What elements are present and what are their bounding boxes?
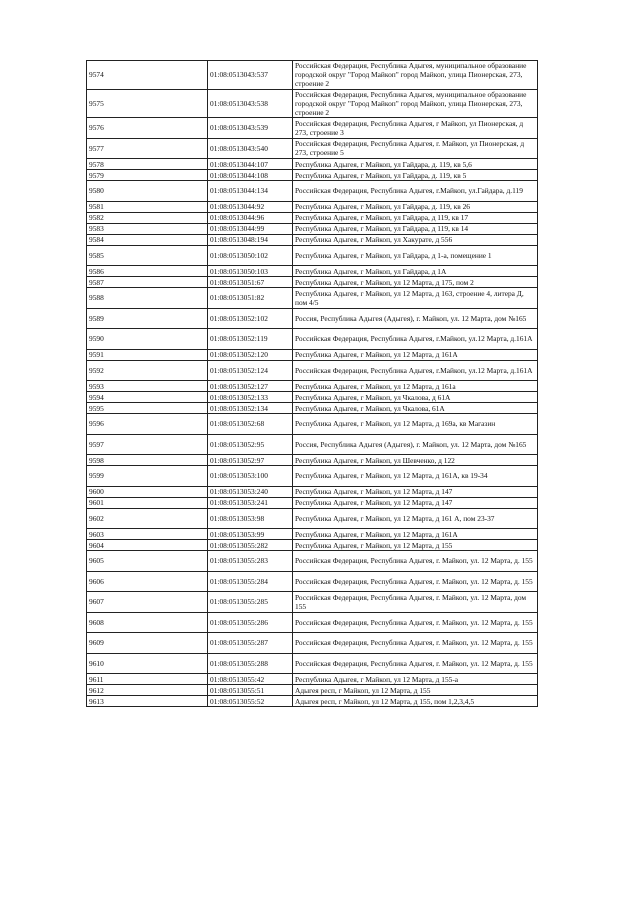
- cadastral-number: 01:08:0513050:103: [208, 266, 293, 277]
- address-cell: Республика Адыгея, г Майкоп, ул 12 Марта, д 155-а: [293, 674, 538, 685]
- cadastral-number: 01:08:0513055:282: [208, 540, 293, 551]
- cadastral-number: 01:08:0513053:99: [208, 529, 293, 540]
- row-number: 9604: [87, 540, 208, 551]
- address-cell: Республика Адыгея, г Майкоп, ул 12 Марта, д 147: [293, 486, 538, 497]
- row-number: 9603: [87, 529, 208, 540]
- row-number: 9599: [87, 466, 208, 487]
- table-row: [87, 392, 538, 403]
- table-row: [87, 434, 538, 455]
- address-cell: Республика Адыгея, г Майкоп, ул 12 Марта, д 161А: [293, 349, 538, 360]
- table-row: [87, 266, 538, 277]
- row-number: 9592: [87, 360, 208, 381]
- table-row: [87, 308, 538, 329]
- table-row: [87, 403, 538, 414]
- address-cell: Российская Федерация, Республика Адыгея, г.Майкоп, ул.12 Марта, д.161А: [293, 329, 538, 350]
- table-row: [87, 288, 538, 309]
- register-table-body: [87, 61, 538, 707]
- table-row: [87, 181, 538, 202]
- cadastral-number: 01:08:0513051:82: [208, 288, 293, 309]
- table-row: [87, 201, 538, 212]
- cadastral-number: 01:08:0513044:107: [208, 159, 293, 170]
- table-row: [87, 329, 538, 350]
- cadastral-number: 01:08:0513043:539: [208, 118, 293, 139]
- address-cell: Адыгея респ, г Майкоп, ул 12 Марта, д 155, пом 1,2,3,4,5: [293, 696, 538, 707]
- row-number: 9602: [87, 508, 208, 529]
- address-cell: Российская Федерация, Республика Адыгея, г. Майкоп, ул. 12 Марта, д. 155: [293, 571, 538, 592]
- address-cell: Российская Федерация, Республика Адыгея, г.Майкоп, ул.12 Марта, д.161А: [293, 360, 538, 381]
- cadastral-number: 01:08:0513043:540: [208, 138, 293, 159]
- cadastral-number: 01:08:0513055:42: [208, 674, 293, 685]
- address-cell: Республика Адыгея, г Майкоп, ул Гайдара, д 1-а, помещение 1: [293, 245, 538, 266]
- cadastral-number: 01:08:0513050:102: [208, 245, 293, 266]
- cadastral-number: 01:08:0513055:288: [208, 653, 293, 674]
- table-row: [87, 349, 538, 360]
- row-number: 9598: [87, 455, 208, 466]
- table-row: [87, 223, 538, 234]
- address-cell: Российская Федерация, Республика Адыгея, муниципальное образование городской округ "Город Майкоп" город Майкоп, улица Пионерская, 273, строение 2: [293, 61, 538, 90]
- cadastral-number: 01:08:0513052:97: [208, 455, 293, 466]
- address-cell: Российская Федерация, Республика Адыгея, муниципальное образование городской округ "Город Майкоп" город Майкоп, улица Пионерская, 273, строение 2: [293, 89, 538, 118]
- row-number: 9609: [87, 633, 208, 654]
- cadastral-number: 01:08:0513044:134: [208, 181, 293, 202]
- address-cell: Республика Адыгея, г Майкоп, ул Гайдара, д. 119, кв 5: [293, 170, 538, 181]
- row-number: 9583: [87, 223, 208, 234]
- table-row: [87, 571, 538, 592]
- address-cell: Республика Адыгея, г Майкоп, ул 12 Марта, д 161 А, пом 23-37: [293, 508, 538, 529]
- row-number: 9611: [87, 674, 208, 685]
- cadastral-number: 01:08:0513052:102: [208, 308, 293, 329]
- row-number: 9585: [87, 245, 208, 266]
- table-row: [87, 633, 538, 654]
- row-number: 9608: [87, 612, 208, 633]
- row-number: 9580: [87, 181, 208, 202]
- address-cell: Российская Федерация, Республика Адыгея, г. Майкоп, ул. 12 Марта, д. 155: [293, 612, 538, 633]
- row-number: 9574: [87, 61, 208, 90]
- row-number: 9594: [87, 392, 208, 403]
- address-cell: Российская Федерация, Республика Адыгея, г. Майкоп, ул. 12 Марта, д. 155: [293, 633, 538, 654]
- cadastral-number: 01:08:0513044:108: [208, 170, 293, 181]
- row-number: 9586: [87, 266, 208, 277]
- cadastral-number: 01:08:0513053:100: [208, 466, 293, 487]
- cadastral-number: 01:08:0513048:194: [208, 234, 293, 245]
- cadastral-number: 01:08:0513052:124: [208, 360, 293, 381]
- table-row: [87, 696, 538, 707]
- row-number: 9584: [87, 234, 208, 245]
- address-cell: Республика Адыгея, г Майкоп, ул Гайдара, д 119, кв 17: [293, 212, 538, 223]
- cadastral-number: 01:08:0513044:92: [208, 201, 293, 212]
- address-cell: Республика Адыгея, г Майкоп, ул Шевченко, д 122: [293, 455, 538, 466]
- address-cell: Российская Федерация, Республика Адыгея, г. Майкоп, ул Пионерская, д 273, строение 5: [293, 138, 538, 159]
- address-cell: Российская Федерация, Республика Адыгея, г. Майкоп, ул. 12 Марта, дом 155: [293, 592, 538, 613]
- table-row: [87, 674, 538, 685]
- table-row: [87, 455, 538, 466]
- row-number: 9612: [87, 685, 208, 696]
- row-number: 9589: [87, 308, 208, 329]
- cadastral-number: 01:08:0513055:287: [208, 633, 293, 654]
- row-number: 9597: [87, 434, 208, 455]
- cadastral-number: 01:08:0513053:98: [208, 508, 293, 529]
- table-row: [87, 245, 538, 266]
- table-row: [87, 381, 538, 392]
- register-table: [86, 60, 538, 707]
- row-number: 9591: [87, 349, 208, 360]
- cadastral-number: 01:08:0513044:99: [208, 223, 293, 234]
- address-cell: Российская Федерация, Республика Адыгея, г.Майкоп, ул.Гайдара, д.119: [293, 181, 538, 202]
- row-number: 9610: [87, 653, 208, 674]
- table-row: [87, 612, 538, 633]
- cadastral-number: 01:08:0513055:284: [208, 571, 293, 592]
- cadastral-number: 01:08:0513055:283: [208, 551, 293, 572]
- cadastral-number: 01:08:0513051:67: [208, 277, 293, 288]
- table-row: [87, 685, 538, 696]
- address-cell: Республика Адыгея, г Майкоп, ул Чкалова, 61А: [293, 403, 538, 414]
- address-cell: Республика Адыгея, г Майкоп, ул 12 Марта, д 161А, кв 19-34: [293, 466, 538, 487]
- address-cell: Россия, Республика Адыгея (Адыгея), г. Майкоп, ул. 12 Марта, дом №165: [293, 308, 538, 329]
- cadastral-number: 01:08:0513043:538: [208, 89, 293, 118]
- table-row: [87, 89, 538, 118]
- cadastral-number: 01:08:0513053:240: [208, 486, 293, 497]
- table-row: [87, 118, 538, 139]
- address-cell: Республика Адыгея, г Майкоп, ул 12 Марта, д 147: [293, 497, 538, 508]
- cadastral-number: 01:08:0513052:127: [208, 381, 293, 392]
- row-number: 9579: [87, 170, 208, 181]
- address-cell: Республика Адыгея, г Майкоп, ул 12 Марта, д 169а, кв Магазин: [293, 414, 538, 435]
- address-cell: Республика Адыгея, г Майкоп, ул Чкалова, д 61А: [293, 392, 538, 403]
- table-row: [87, 466, 538, 487]
- row-number: 9578: [87, 159, 208, 170]
- address-cell: Республика Адыгея, г Майкоп, ул 12 Марта, д 161а: [293, 381, 538, 392]
- address-cell: Республика Адыгея, г Майкоп, ул Гайдара, д 119, кв 14: [293, 223, 538, 234]
- cadastral-number: 01:08:0513052:95: [208, 434, 293, 455]
- row-number: 9588: [87, 288, 208, 309]
- cadastral-number: 01:08:0513043:537: [208, 61, 293, 90]
- cadastral-number: 01:08:0513052:119: [208, 329, 293, 350]
- row-number: 9595: [87, 403, 208, 414]
- table-row: [87, 592, 538, 613]
- row-number: 9593: [87, 381, 208, 392]
- table-row: [87, 277, 538, 288]
- table-row: [87, 529, 538, 540]
- table-row: [87, 61, 538, 90]
- table-row: [87, 212, 538, 223]
- address-cell: Республика Адыгея, г Майкоп, ул Гайдара, д. 119, кв 26: [293, 201, 538, 212]
- address-cell: Республика Адыгея, г Майкоп, ул 12 Марта, д 155: [293, 540, 538, 551]
- row-number: 9600: [87, 486, 208, 497]
- table-row: [87, 540, 538, 551]
- table-row: [87, 234, 538, 245]
- row-number: 9606: [87, 571, 208, 592]
- table-row: [87, 159, 538, 170]
- cadastral-number: 01:08:0513055:51: [208, 685, 293, 696]
- table-row: [87, 653, 538, 674]
- row-number: 9581: [87, 201, 208, 212]
- row-number: 9575: [87, 89, 208, 118]
- address-cell: Республика Адыгея, г Майкоп, ул 12 Марта, д 163, строение 4, литера Д, пом 4/5: [293, 288, 538, 309]
- cadastral-number: 01:08:0513052:134: [208, 403, 293, 414]
- table-row: [87, 170, 538, 181]
- table-row: [87, 414, 538, 435]
- address-cell: Российская Федерация, Республика Адыгея, г. Майкоп, ул. 12 Марта, д. 155: [293, 653, 538, 674]
- row-number: 9605: [87, 551, 208, 572]
- row-number: 9582: [87, 212, 208, 223]
- cadastral-number: 01:08:0513052:133: [208, 392, 293, 403]
- address-cell: Адыгея респ, г Майкоп, ул 12 Марта, д 155: [293, 685, 538, 696]
- row-number: 9590: [87, 329, 208, 350]
- address-cell: Республика Адыгея, г Майкоп, ул Гайдара, д 1А: [293, 266, 538, 277]
- row-number: 9601: [87, 497, 208, 508]
- table-row: [87, 360, 538, 381]
- cadastral-number: 01:08:0513055:286: [208, 612, 293, 633]
- address-cell: Российская Федерация, Республика Адыгея, г. Майкоп, ул. 12 Марта, д. 155: [293, 551, 538, 572]
- row-number: 9577: [87, 138, 208, 159]
- address-cell: Российская Федерация, Республика Адыгея, г Майкоп, ул Пионерская, д 273, строение 3: [293, 118, 538, 139]
- table-row: [87, 508, 538, 529]
- cadastral-number: 01:08:0513055:52: [208, 696, 293, 707]
- address-cell: Республика Адыгея, г Майкоп, ул Гайдара, д. 119, кв 5,6: [293, 159, 538, 170]
- cadastral-number: 01:08:0513052:120: [208, 349, 293, 360]
- table-row: [87, 138, 538, 159]
- row-number: 9607: [87, 592, 208, 613]
- address-cell: Россия, Республика Адыгея (Адыгея), г. Майкоп, ул. 12 Марта, дом №165: [293, 434, 538, 455]
- row-number: 9587: [87, 277, 208, 288]
- row-number: 9576: [87, 118, 208, 139]
- table-row: [87, 486, 538, 497]
- cadastral-number: 01:08:0513055:285: [208, 592, 293, 613]
- row-number: 9596: [87, 414, 208, 435]
- cadastral-number: 01:08:0513052:68: [208, 414, 293, 435]
- cadastral-number: 01:08:0513053:241: [208, 497, 293, 508]
- table-row: [87, 497, 538, 508]
- address-cell: Республика Адыгея, г Майкоп, ул Хакурате, д 556: [293, 234, 538, 245]
- address-cell: Республика Адыгея, г Майкоп, ул 12 Марта, д 175, пом 2: [293, 277, 538, 288]
- address-cell: Республика Адыгея, г Майкоп, ул 12 Марта, д 161А: [293, 529, 538, 540]
- cadastral-number: 01:08:0513044:96: [208, 212, 293, 223]
- table-row: [87, 551, 538, 572]
- row-number: 9613: [87, 696, 208, 707]
